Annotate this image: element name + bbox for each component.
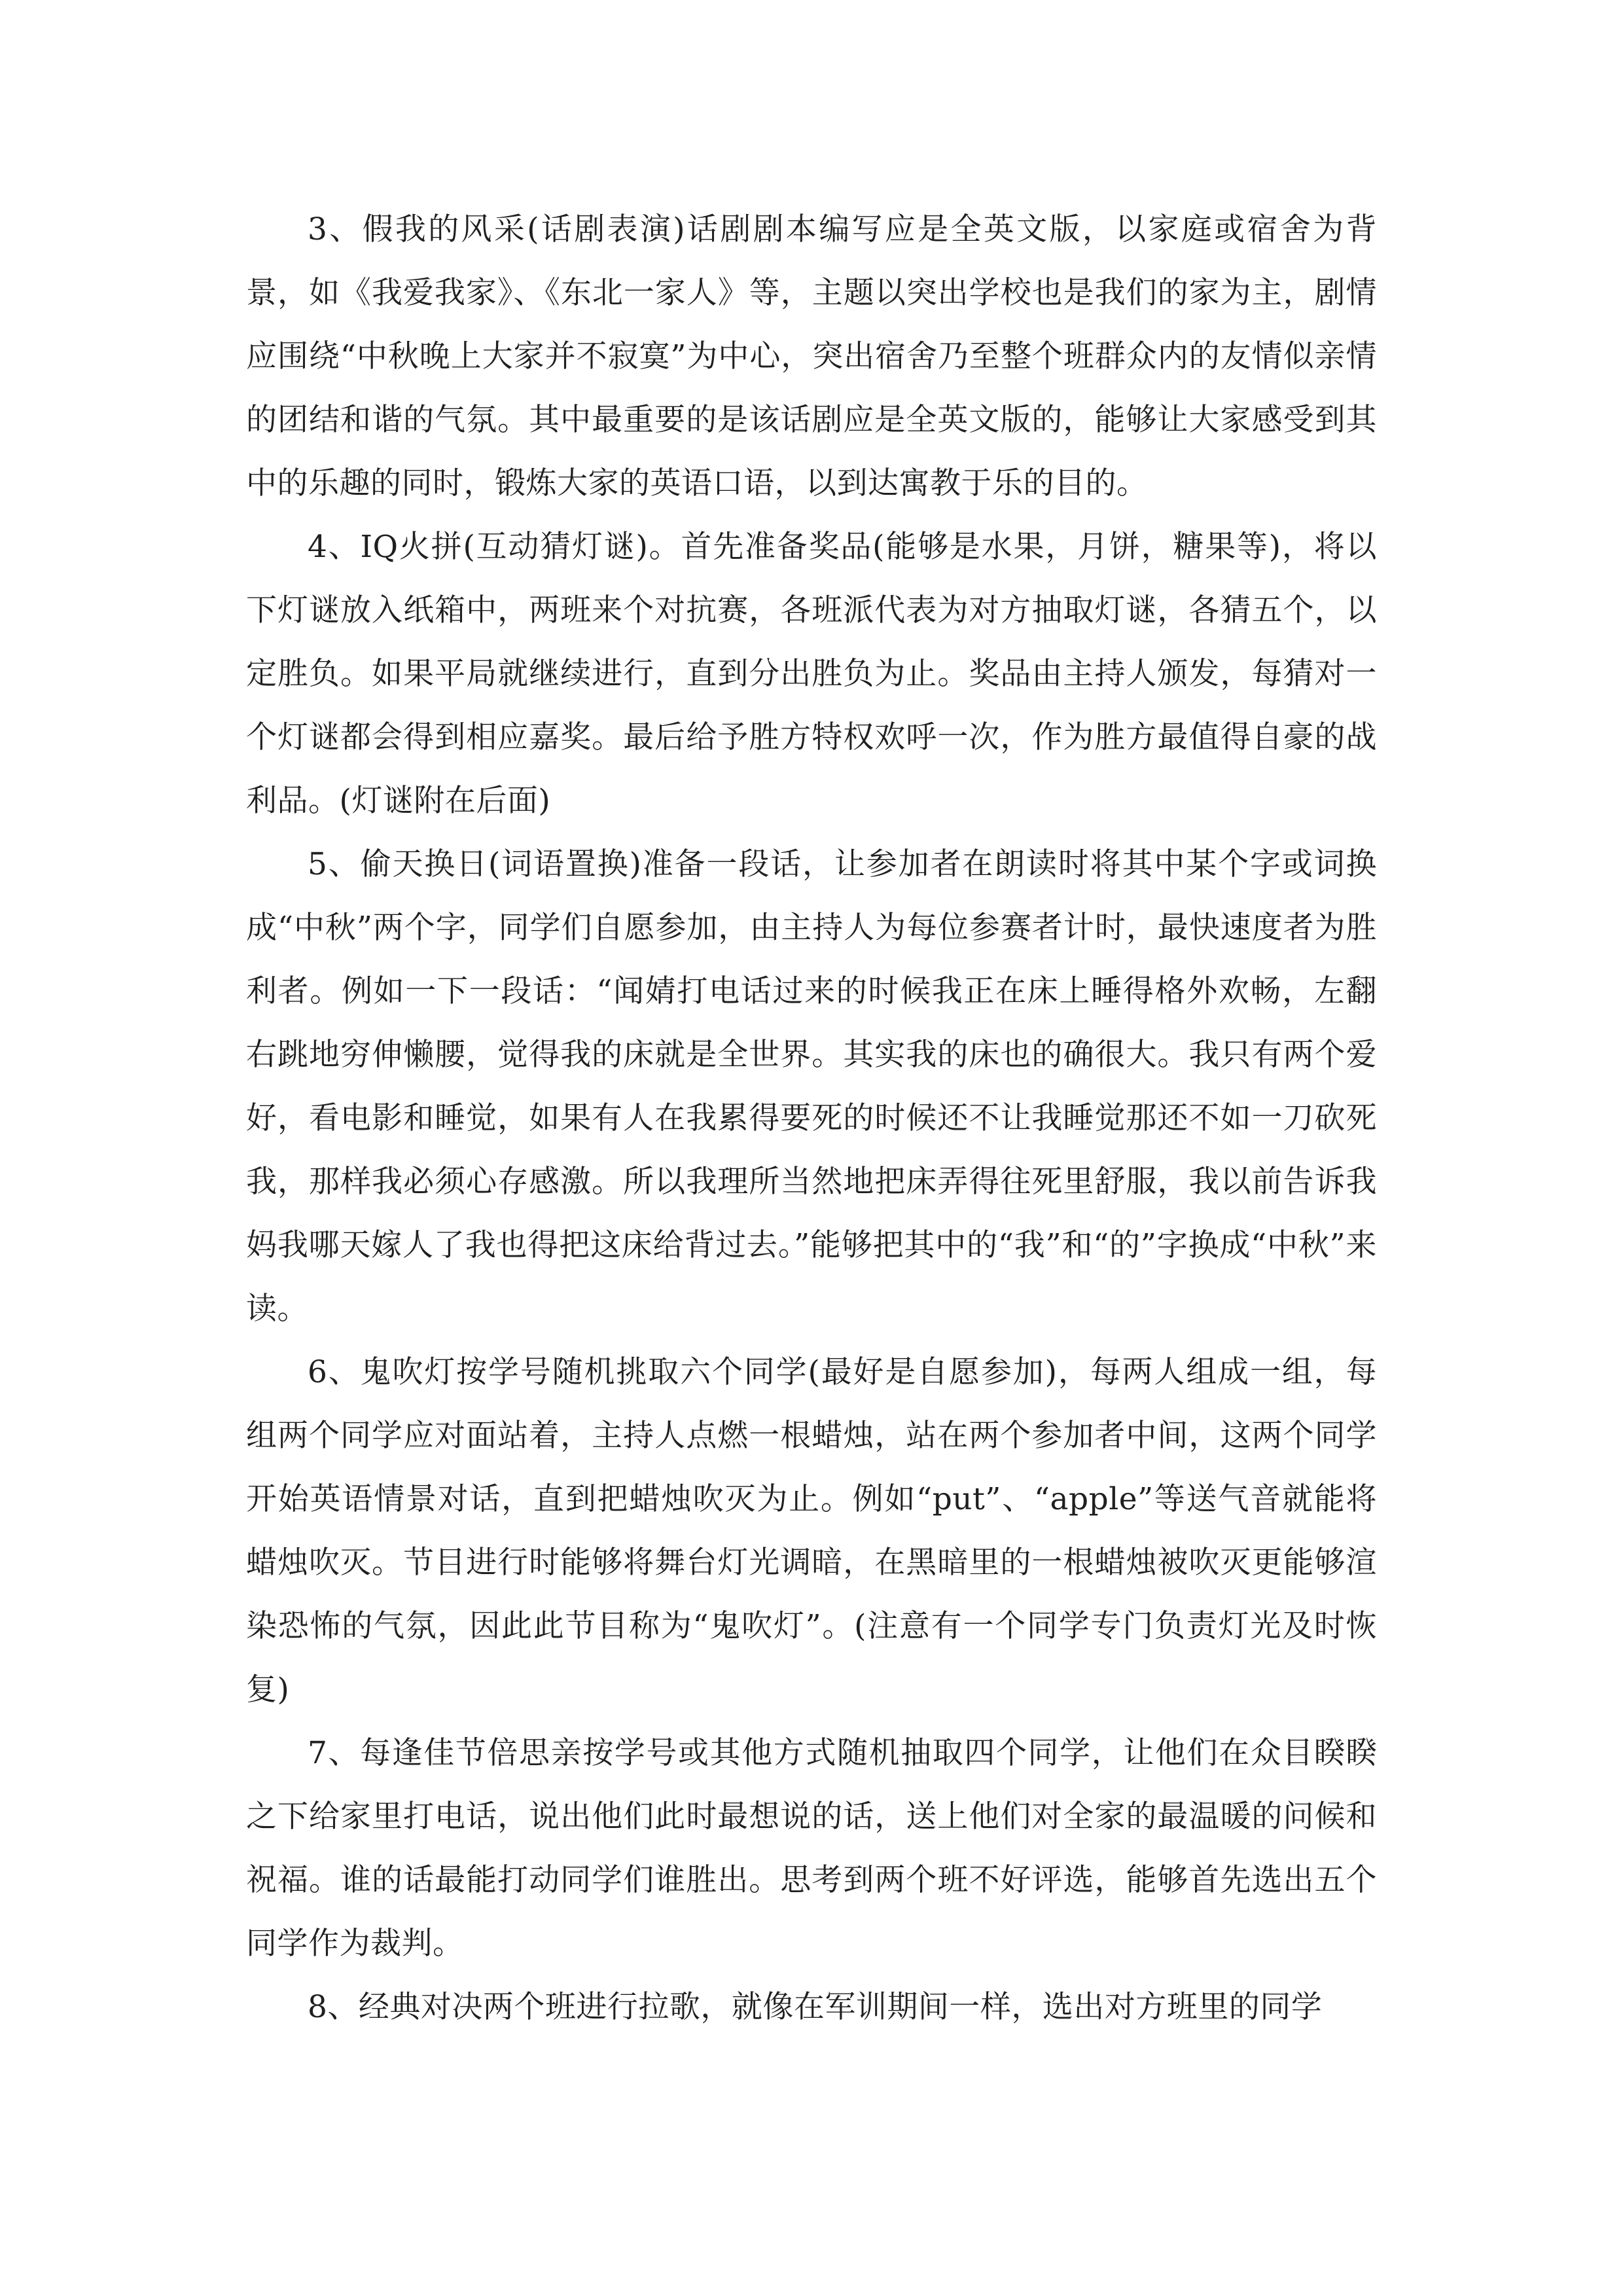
paragraph-7: 7、每逢佳节倍思亲按学号或其他方式随机抽取四个同学，让他们在众目睽睽之下给家里打电话，说出他们此时最想说的话，送上他们对全家的最温暖的问候和祝福。谁的话最能打动同学们谁胜出。思考到两个班不好评选，能够首先选出五个同学作为裁判。 [246,1735,1377,1962]
document-body [246,198,1377,2039]
paragraph-4: 4、IQ火拼(互动猜灯谜)。首先准备奖品(能够是水果，月饼，糖果等)，将以下灯谜放入纸箱中，两班来个对抗赛，各班派代表为对方抽取灯谜，各猜五个，以定胜负。如果平局就继续进行，直到分出胜负为止。奖品由主持人颁发，每猜对一个灯谜都会得到相应嘉奖。最后给予胜方特权欢呼一次，作为胜方最值得自豪的战利品。(灯谜附在后面) [246,529,1377,819]
paragraph-8: 8、经典对决两个班进行拉歌，就像在军训期间一样，选出对方班里的同学 [308,1989,1323,2025]
paragraph-3: 3、假我的风采(话剧表演)话剧剧本编写应是全英文版，以家庭或宿舍为背景，如《我爱我家》、《东北一家人》等，主题以突出学校也是我们的家为主，剧情应围绕“中秋晚上大家并不寂寞”为中心，突出宿舍乃至整个班群众内的友情似亲情的团结和谐的气氛。其中最重要的是该话剧应是全英文版的，能够让大家感受到其中的乐趣的同时，锻炼大家的英语口语，以到达寓教于乐的目的。 [246,211,1377,501]
paragraph-5: 5、偷天换日(词语置换)准备一段话，让参加者在朗读时将其中某个字或词换成“中秋”两个字，同学们自愿参加，由主持人为每位参赛者计时，最快速度者为胜利者。例如一下一段话：“闻婧打电话过来的时候我正在床上睡得格外欢畅，左翻右跳地穷伸懒腰，觉得我的床就是全世界。其实我的床也的确很大。我只有两个爱好，看电影和睡觉，如果有人在我累得要死的时候还不让我睡觉那还不如一刀砍死我，那样我必须心存感激。所以我理所当然地把床弄得往死里舒服，我以前告诉我妈我哪天嫁人了我也得把这床给背过去。”能够把其中的“我”和“的”字换成“中秋”来读。 [246,846,1377,1327]
paragraph-6: 6、鬼吹灯按学号随机挑取六个同学(最好是自愿参加)，每两人组成一组，每组两个同学应对面站着，主持人点燃一根蜡烛，站在两个参加者中间，这两个同学开始英语情景对话，直到把蜡烛吹灭为止。例如“put”、“apple”等送气音就能将蜡烛吹灭。节目进行时能够将舞台灯光调暗，在黑暗里的一根蜡烛被吹灭更能够渲染恐怖的气氛，因此此节目称为“鬼吹灯”。(注意有一个同学专门负责灯光及时恢复) [246,1354,1377,1708]
